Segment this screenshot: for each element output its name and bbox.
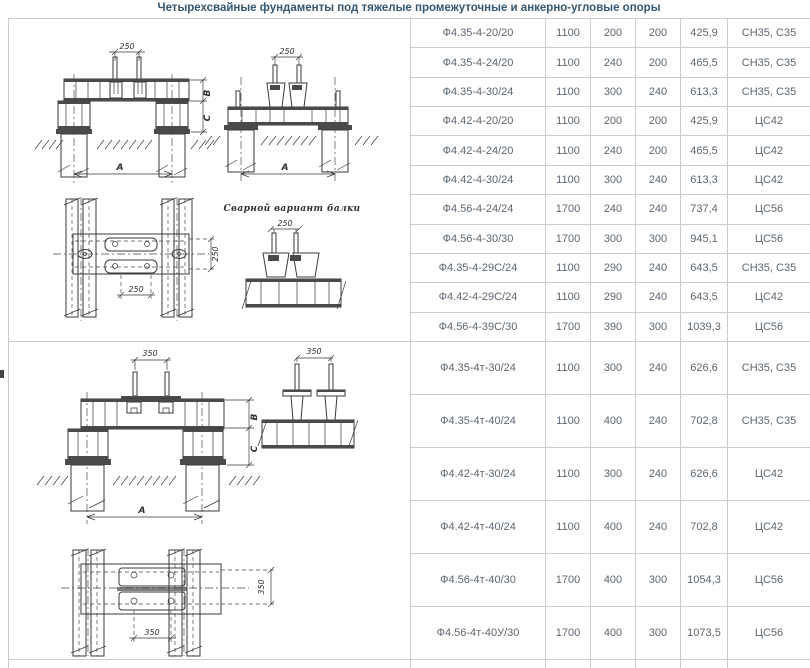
cell-mark: Ф4.56-4-24/24: [411, 195, 546, 224]
page-title: Четырехсвайные фундаменты под тяжелые промежуточные и анкерно-угловые опоры: [157, 2, 661, 14]
cell-b: 290: [591, 283, 636, 312]
cell-a: 1100: [546, 283, 591, 312]
dim-label-250-plan-bottom: 250: [128, 285, 144, 294]
cell-piles: СН35, С35: [728, 77, 810, 106]
dim-label-C-left: С: [203, 114, 213, 122]
cell-mass: 626,6: [681, 448, 728, 501]
cell-c: 300: [636, 312, 681, 341]
cell-piles: ЦС56: [728, 224, 810, 253]
foundation-drawing-350: [9, 342, 411, 659]
dim-label-A: А: [138, 506, 146, 516]
cell-b: 200: [591, 107, 636, 136]
cell-mass: 465,5: [681, 48, 728, 77]
cell-a: 1700: [546, 312, 591, 341]
cell-piles: ЦС42: [728, 136, 810, 165]
cell-b: 240: [591, 48, 636, 77]
cell-mass: 1073,5: [681, 607, 728, 660]
cell-mass: 945,1: [681, 224, 728, 253]
cell-mark: Ф4.56-4т-40/30: [411, 554, 546, 607]
cell-b: 400: [591, 554, 636, 607]
cell-mass: 613,3: [681, 165, 728, 194]
dim-label-C: С: [250, 445, 260, 453]
cell-mass: 613,3: [681, 77, 728, 106]
cell-mark: Ф4.35-4т-30/24: [411, 342, 546, 395]
cell-piles: ЦС56: [728, 607, 810, 660]
foundations-table: [8, 18, 810, 668]
cell-a: 1100: [546, 19, 591, 48]
cell-c: 200: [636, 136, 681, 165]
cell-c: 240: [636, 165, 681, 194]
cell-b: 390: [591, 312, 636, 341]
dim-label-250-plan-right: 250: [211, 246, 220, 262]
cell-mass: [681, 660, 728, 668]
cell-b: 240: [591, 195, 636, 224]
cell-mark: Ф4.35-4-29С/24: [411, 253, 546, 282]
cell-a: 1100: [546, 165, 591, 194]
cell-mass: 626,6: [681, 342, 728, 395]
cell-mass: 737,4: [681, 195, 728, 224]
cell-mark: Ф4.35-4-24/20: [411, 48, 546, 77]
cell-piles: ЦС42: [728, 283, 810, 312]
cell-c: 240: [636, 195, 681, 224]
cell-c: 200: [636, 107, 681, 136]
dim-label-250-top-right: 250: [279, 47, 295, 56]
cell-piles: ЦС56: [728, 312, 810, 341]
cell-piles: СН35, С35: [728, 253, 810, 282]
cell-piles: СН35, С35: [728, 342, 810, 395]
section-1: [9, 19, 810, 342]
cell-mark: Ф4.42-4-24/20: [411, 136, 546, 165]
cell-a: 1100: [546, 501, 591, 554]
cell-b: 400: [591, 395, 636, 448]
cell-c: 240: [636, 395, 681, 448]
cell-a: 1700: [546, 607, 591, 660]
cell-a: 1700: [546, 554, 591, 607]
cell-piles: ЦС56: [728, 195, 810, 224]
cell-b: 200: [591, 19, 636, 48]
cell-a: 1100: [546, 136, 591, 165]
table-row: [9, 19, 810, 48]
cell-a: 1100: [546, 107, 591, 136]
cell-a: 1700: [546, 224, 591, 253]
cell-a: 1100: [546, 395, 591, 448]
cell-b: [591, 660, 636, 668]
cell-b: 290: [591, 253, 636, 282]
dim-label-350-top: 350: [142, 349, 158, 358]
cell-mark: Ф4.42-4-30/24: [411, 165, 546, 194]
cell-mark: Ф4.42-4т-40/24: [411, 501, 546, 554]
scan-edge-artifact: [0, 370, 4, 378]
cell-a: [546, 660, 591, 668]
cell-piles: СН35, С35: [728, 395, 810, 448]
weld-variant-caption: Сварной вариант балки: [223, 204, 361, 214]
cell-b: 300: [591, 165, 636, 194]
cell-mass: 643,5: [681, 283, 728, 312]
cell-piles: ЦС42: [728, 501, 810, 554]
foundation-drawing-250: [9, 19, 411, 341]
cell-mass: 425,9: [681, 19, 728, 48]
section-3-partial: [9, 660, 810, 668]
cell-a: 1100: [546, 342, 591, 395]
cell-mass: 425,9: [681, 107, 728, 136]
cell-piles: СН35, С35: [728, 19, 810, 48]
cell-c: 240: [636, 448, 681, 501]
section-2: [9, 342, 810, 660]
cell-b: 400: [591, 607, 636, 660]
cell-c: 300: [636, 554, 681, 607]
cell-b: 300: [591, 342, 636, 395]
drawing-cell-section1: [9, 19, 411, 342]
cell-b: 300: [591, 224, 636, 253]
dim-label-A-left: А: [116, 163, 124, 173]
dim-label-B-left: В: [203, 89, 213, 97]
cell-c: 240: [636, 283, 681, 312]
dim-label-B: В: [250, 413, 260, 421]
cell-c: 240: [636, 77, 681, 106]
cell-drawing-partial: [9, 660, 411, 668]
cell-c: 200: [636, 19, 681, 48]
cell-mass: 1039,3: [681, 312, 728, 341]
cell-piles: ЦС56: [728, 554, 810, 607]
cell-mark: [411, 660, 546, 668]
cell-a: 1100: [546, 253, 591, 282]
cell-b: 300: [591, 77, 636, 106]
cell-mass: 465,5: [681, 136, 728, 165]
dim-label-350-side: 350: [306, 347, 322, 356]
cell-mark: Ф4.56-4-39С/30: [411, 312, 546, 341]
cell-b: 300: [591, 448, 636, 501]
cell-c: 240: [636, 501, 681, 554]
cell-piles: [728, 660, 810, 668]
cell-c: 200: [636, 48, 681, 77]
dim-label-250-top-left: 250: [119, 42, 135, 51]
cell-mass: 1054,3: [681, 554, 728, 607]
cell-a: 1700: [546, 195, 591, 224]
cell-piles: ЦС42: [728, 107, 810, 136]
cell-mark: Ф4.42-4-20/20: [411, 107, 546, 136]
cell-mark: Ф4.35-4т-40/24: [411, 395, 546, 448]
cell-b: 400: [591, 501, 636, 554]
dim-label-A-right: А: [281, 163, 289, 173]
table-row-partial: [9, 660, 810, 668]
cell-c: [636, 660, 681, 668]
cell-c: 300: [636, 607, 681, 660]
cell-c: 240: [636, 342, 681, 395]
cell-piles: СН35, С35: [728, 48, 810, 77]
dim-label-350-plan-bottom: 350: [144, 628, 160, 637]
cell-piles: ЦС42: [728, 165, 810, 194]
cell-mass: 643,5: [681, 253, 728, 282]
cell-piles: ЦС42: [728, 448, 810, 501]
table-row: [9, 342, 810, 395]
cell-a: 1100: [546, 48, 591, 77]
cell-mark: Ф4.56-4-30/30: [411, 224, 546, 253]
cell-c: 240: [636, 253, 681, 282]
cell-b: 240: [591, 136, 636, 165]
cell-c: 300: [636, 224, 681, 253]
drawing-cell-section2: [9, 342, 411, 660]
cell-a: 1100: [546, 448, 591, 501]
cell-mark: Ф4.42-4т-30/24: [411, 448, 546, 501]
cell-mark: Ф4.42-4-29С/24: [411, 283, 546, 312]
cell-a: 1100: [546, 77, 591, 106]
cell-mark: Ф4.35-4-20/20: [411, 19, 546, 48]
cell-mark: Ф4.56-4т-40У/30: [411, 607, 546, 660]
cell-mark: Ф4.35-4-30/24: [411, 77, 546, 106]
cell-mass: 702,8: [681, 395, 728, 448]
dim-label-250-weld: 250: [277, 219, 293, 228]
cell-mass: 702,8: [681, 501, 728, 554]
dim-label-350-plan-right: 350: [257, 579, 266, 595]
